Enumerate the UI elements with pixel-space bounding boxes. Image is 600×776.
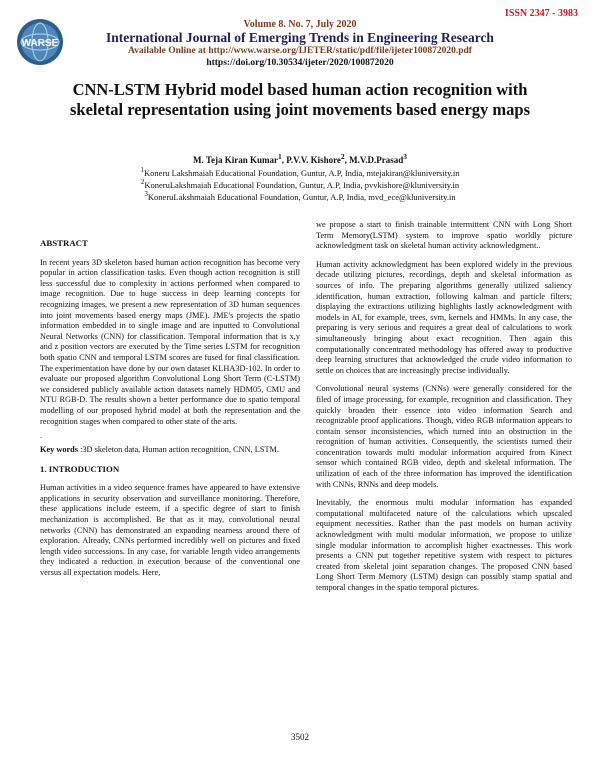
- affiliation-2: [0, 178, 600, 190]
- intro-paragraph-2: Human activity acknowledgment has been explored widely in the previous decade utilizing pictures, recordings, depth and skeletal information as sources of info. The preparing algorithms generally utilized saliency identification, human extraction, following kalman and particle filters; displaying the extractions utilizing highlights lastly acknowledgment with models in AI, for example, trees, svm, kernels and HMMs. In any case, the preparing is very serious and requires a great deal of calculations to work simultaneously bringing about exact recognition. Then again this computationally concentrated methodology has offered away to productive deep learning structures that acknowledged the crude video information to settle on choices that are increasingly precise individually.: [316, 259, 572, 375]
- affiliation-3: [0, 190, 600, 202]
- author-3: M.V.D.Prasad: [349, 155, 404, 165]
- author-1-sup: 1: [277, 152, 282, 161]
- intro-paragraph-4: Inevitably, the enormous multi modular information has expanded computational multifaceted nature of the calculations which upscaled equipment necessities. Rather than the past models on human activity acknowledgment with multi modular information, we propose to utilize single modular information to accomplish higher exactnesses. This work presents a CNN put together repetitive system with respect to pictures created from skeletal joint separation changes. The proposed CNN based Long Short Term Memory (LSTM) design can possibly stamp spatial and temporal changes in the spatio temporal pictures.: [316, 498, 572, 592]
- author-2-sup: 2: [340, 152, 345, 161]
- intro-paragraph-3: Convolutional neural systems (CNNs) were generally considered for the filed of image processing, for example, recognition and classification. They quickly broaden their essence into video information Search and recognizable proof applications. Though, video RGB information appears to contain sensor inconsistencies, which turned into an obstruction in the recognition of human activities. Consequently, the scientists turned their concentration towards multi modular information acquired from Kinect sensor which contained RGB video, depth and skeletal information. The utilization of each of the three information has improved the identification with CNNs, RNNs and deep models.: [316, 384, 572, 489]
- introduction-heading: 1. INTRODUCTION: [40, 463, 120, 474]
- affiliation-1: [0, 166, 600, 178]
- affiliation-3-text: KoneruLakshmaiah Educational Foundation, Guntur, A.P, India, mvd_ece@kluniversity.in: [147, 191, 456, 202]
- page-number: 3502: [291, 732, 309, 742]
- abstract-heading: ABSTRACT: [40, 238, 88, 248]
- paper-title: CNN-LSTM Hybrid model based human action recognition with skeletal representation using joint movements based energy maps: [69, 80, 530, 119]
- author-1: M. Teja Kiran Kumar: [192, 155, 278, 165]
- author-2: P.V.V. Kishore: [286, 155, 341, 165]
- right-column: [316, 220, 572, 602]
- keywords: [40, 445, 300, 456]
- abstract-text: In recent years 3D skeleton based human action recognition has become very popular in action classification tasks. Even though action recognition is still less successful due to complexity in actions performed when compared to image recognition. Due to huge success in deep learning concepts for recognizing images, we present a new representation of 3D human sequences into joint movements based energy maps (JME). JME's projects the spatio information embedded in to single image and are inputted to Convolutional Neural Networks (CNN) for classification. Temporal information that is x,y and z position vectors are executed by the Time series LSTM for recognition both spatio CNN and temporal LSTM scores are fused for final classification. The experimentation have done by our own dataset KLHA3D-102. In order to evaluate our proposed algorithm Convolutional Long Short Term (C-LSTM) we considered publicly available action datasets namely HDM05, CMU and NTU RGB-D. The results shown a better performance due to spatio temporal modelling of our proposed hybrid model at both the representation and the recognition stages when compared to other state of the arts.: [40, 257, 300, 426]
- author-list: M. Teja Kiran Kumar$^1$, P.V.V. Kishore$^2$, M.V.D.Prasad$^3$: [192, 152, 408, 165]
- volume-info: Volume 8. No. 7, July 2020: [243, 19, 357, 30]
- issn: ISSN 2347 - 3983: [504, 8, 578, 19]
- affiliation-2-text: KoneruLakshmaiah Educational Foundation, Guntur, A.P, India, pvvkishore@kluniversity.in: [144, 179, 460, 190]
- doi-link[interactable]: https://doi.org/10.30534/ijeter/2020/100872020: [206, 58, 394, 68]
- affiliation-1-sup: 1: [140, 166, 145, 174]
- author-3-sup: 3: [403, 152, 408, 161]
- journal-name: International Journal of Emerging Trends in Engineering Research: [106, 30, 494, 45]
- intro-paragraph-1: Human activities in a video sequence frames have appeared to have extensive applications in security observation and surveillance monitoring. Therefore, these applications include esteem, if a specific degree of start to finish mechanization is accomplished. Be that as it may, convolutional neural networks (CNN) has demonstrated an expanding nearness around there of exploration. Already, CNNs performed incredibly well on pictures and fixed length video successions. In any case, for variable length video arrangements they indicated a reduction in execution because of the conventional one versus all expectation models. Here,: [40, 483, 300, 578]
- logo-text: WARSE: [21, 38, 59, 49]
- affiliation-3-sup: 3: [144, 190, 148, 198]
- affiliation-2-sup: 2: [140, 178, 145, 186]
- keywords-label: Key words: [40, 445, 79, 455]
- intro-paragraph-1-continued: we propose a start to finish trainable intermittent CNN with Long Short Term Memory(LSTM) system to improve spatio worldly picture acknowledgment task on skeletal human activity acknowledgment..: [316, 220, 572, 251]
- affiliation-1-text: Koneru Lakshmaiah Educational Foundation, Guntur, A.P, India, mtejakiran@kluniversity.in: [144, 167, 460, 178]
- online-link[interactable]: Available Online at http://www.warse.org/IJETER/static/pdf/file/ijeter100872020.pdf: [128, 46, 472, 56]
- abstract-dot: .: [40, 431, 43, 441]
- left-column: [40, 238, 300, 587]
- keywords-text: :3D skeleton data, Human action recognition, CNN, LSTM.: [78, 445, 279, 455]
